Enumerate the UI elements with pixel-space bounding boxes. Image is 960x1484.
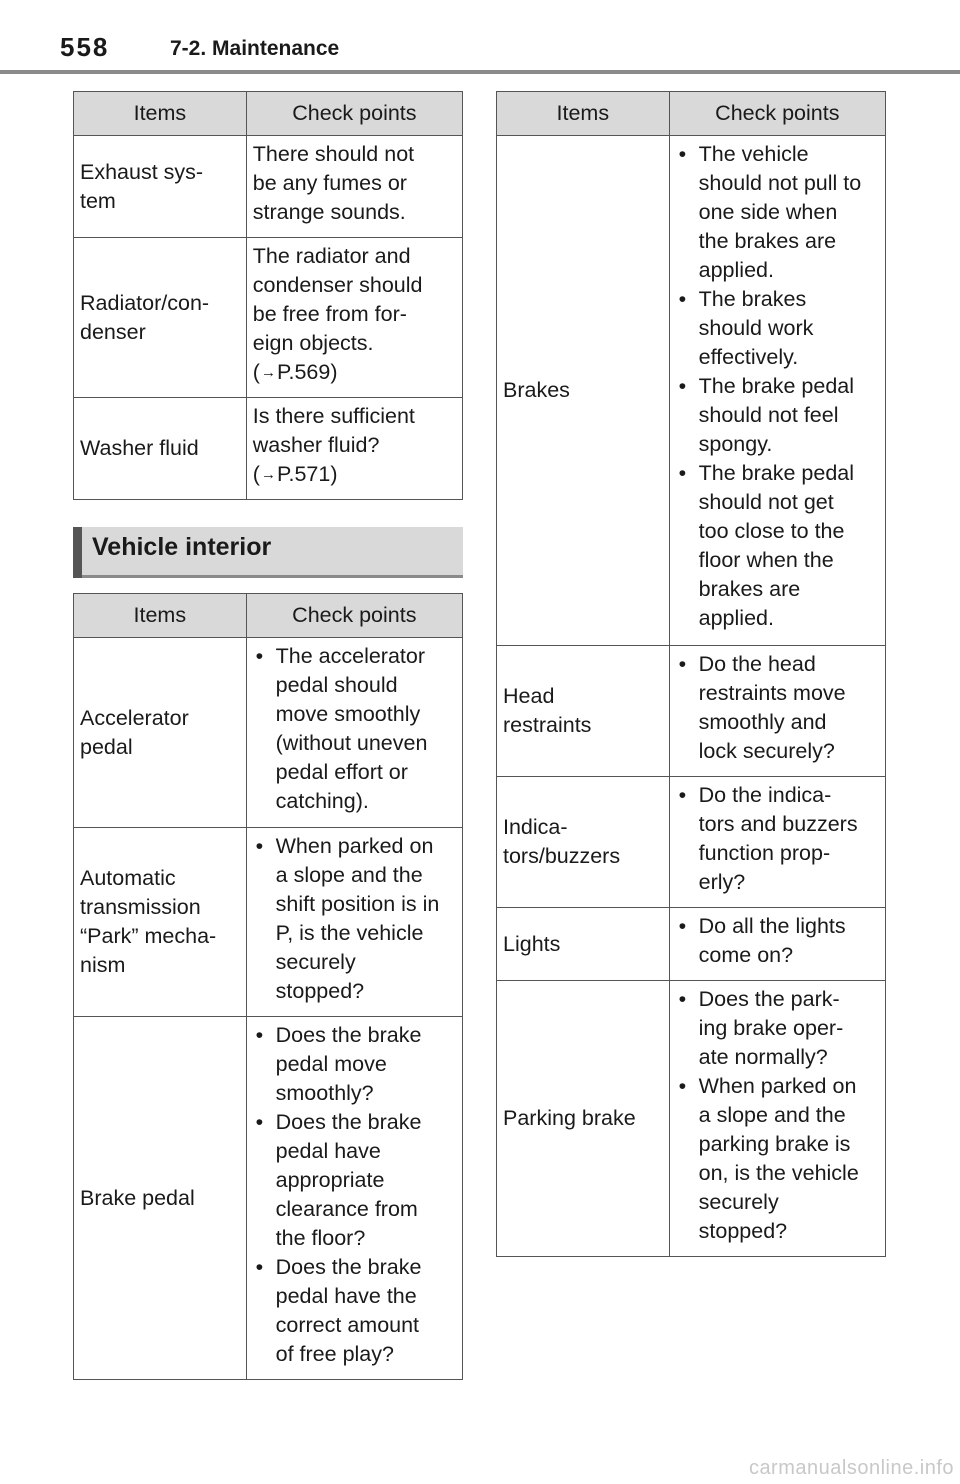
heading-text: Vehicle interior [92,533,272,561]
page-reference [253,358,456,387]
check-cell [246,398,462,500]
ref-open-paren: ( [252,462,260,486]
column-header-items: Items [497,92,670,136]
item-cell: Exhaust sys- tem [74,136,247,238]
table-header-row [497,92,886,136]
item-cell: Lights [497,908,670,981]
ref-page: P.569) [276,360,338,384]
table-row [74,638,463,828]
check-cell [669,908,885,981]
arrow-right-icon: → [260,364,276,381]
table-row [74,136,463,238]
page-header [0,0,960,76]
check-cell: There should not be any fumes or strange sounds. [246,136,462,238]
table-row [74,828,463,1017]
check-bullet: • The accelerator pedal should move smoothly (without uneven pedal effort or catching). [253,642,456,816]
item-cell: Radiator/con- denser [74,238,247,398]
table-row [74,238,463,398]
ref-open-paren: ( [252,360,260,384]
check-text: Is there sufficient washer fluid? [252,404,415,457]
item-cell: Indica- tors/buzzers [497,777,670,908]
check-cell [246,238,462,398]
item-cell: Head restraints [497,646,670,777]
check-bullet: • The vehicle should not pull to one side when the brakes are applied. [676,140,879,285]
column-header-check-points: Check points [246,594,462,638]
check-cell [246,638,462,828]
item-cell: Automatic transmission “Park” mecha- nism [74,828,247,1017]
table-row [497,777,886,908]
table-row [497,981,886,1257]
header-rule [0,70,960,74]
check-bullet: • The brake pedal should not get too close to the floor when the brakes are applied. [676,459,879,633]
item-cell: Parking brake [497,981,670,1257]
check-bullet: • Does the brake pedal move smoothly? [253,1021,456,1108]
table-header-row [74,594,463,638]
arrow-right-icon: → [260,466,276,483]
check-bullet: • Do all the lights come on? [676,912,879,970]
ref-page: P.571) [276,462,338,486]
table-row [497,908,886,981]
interior-checklist-table-continued [496,91,886,1257]
check-cell [246,828,462,1017]
heading-accent-bar [73,527,82,578]
table-row [74,398,463,500]
section-title: 7-2. Maintenance [170,37,340,60]
check-cell [669,981,885,1257]
column-header-check-points: Check points [246,92,462,136]
item-cell: Accelerator pedal [74,638,247,828]
column-header-items: Items [74,594,247,638]
item-cell: Brake pedal [74,1017,247,1380]
check-bullet: • Does the park- ing brake oper- ate normally? [676,985,879,1072]
table-row [74,1017,463,1380]
table-row [497,646,886,777]
column-header-check-points: Check points [669,92,885,136]
check-bullet: • When parked on a slope and the parking brake is on, is the vehicle securely stopped? [676,1072,879,1246]
check-bullet: • Do the indica- tors and buzzers function prop- erly? [676,781,879,897]
watermark: carmanualsonline.info [748,1457,954,1479]
vehicle-interior-heading [73,527,463,578]
item-cell: Brakes [497,136,670,646]
item-cell: Washer fluid [74,398,247,500]
check-bullet: • When parked on a slope and the shift position is in P, is the vehicle securely stopped? [253,832,456,1006]
interior-checklist-table [73,593,463,1380]
check-bullet: • The brake pedal should not feel spongy. [676,372,879,459]
table-header-row [74,92,463,136]
column-header-items: Items [74,92,247,136]
exterior-checklist-table [73,91,463,500]
table-row [497,136,886,646]
check-text: The radiator and condenser should be free from for- eign objects. [252,244,423,355]
check-cell [246,1017,462,1380]
check-bullet: • Does the brake pedal have the correct amount of free play? [253,1253,456,1369]
page-number: 558 [60,32,110,62]
check-bullet: • Do the head restraints move smoothly and lock securely? [676,650,879,766]
check-bullet: • Does the brake pedal have appropriate clearance from the floor? [253,1108,456,1253]
page-reference [253,460,456,489]
check-bullet: • The brakes should work effectively. [676,285,879,372]
check-cell [669,136,885,646]
check-cell [669,646,885,777]
check-cell [669,777,885,908]
